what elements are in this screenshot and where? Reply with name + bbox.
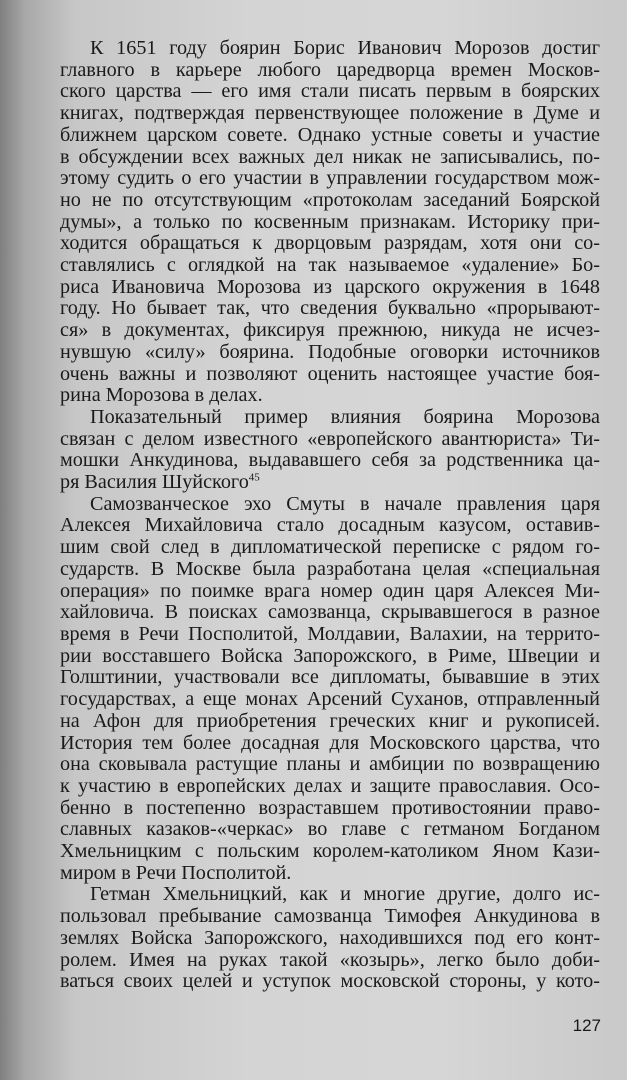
- page-number: 127: [572, 1016, 601, 1035]
- text-line: [60, 320, 600, 342]
- text-line-content: время в Речи Посполитой, Молдавии, Валахии, на террито-: [60, 623, 600, 645]
- text-line-content: связан с делом известного «европейского авантюриста» Ти-: [60, 428, 600, 450]
- text-line: [60, 906, 600, 928]
- text-line: [60, 819, 600, 841]
- text-line-content: пользовал пребывание самозванца Тимофея Анкудинова в: [60, 906, 600, 928]
- text-line: [60, 168, 600, 190]
- text-line: [60, 733, 600, 755]
- text-line-content: книгах, подтверждая первенствующее положение в Думе и: [60, 103, 600, 125]
- text-line: [60, 602, 600, 624]
- text-line-content: нувшую «силу» боярина. Подобные оговорки источников: [60, 341, 600, 363]
- text-line: [60, 255, 600, 277]
- text-line-content: думы», а только по косвенным признакам. Историку при-: [60, 211, 600, 233]
- text-line: [60, 515, 600, 537]
- text-line-content: году. Но бывает так, что сведения буквально «прорывают-: [60, 298, 600, 320]
- text-line-content: к участию в европейских делах и защите православия. Осо-: [60, 775, 600, 797]
- text-line: [60, 667, 600, 689]
- text-line: [60, 212, 600, 234]
- text-line: [60, 407, 600, 429]
- text-line: [60, 884, 600, 906]
- text-line: [60, 38, 600, 60]
- text-line-content: но не по отсутствующим «протоколам заседаний Боярской: [60, 189, 600, 211]
- text-line-content: ваться своих целей и уступок московской стороны, у кото-: [60, 971, 600, 993]
- text-line: [60, 81, 600, 103]
- text-line: [60, 103, 600, 125]
- text-line-content: ролем. Имея на руках такой «козырь», легко было доби-: [60, 949, 600, 971]
- footnote-reference: 45: [248, 472, 260, 484]
- text-line-content: Голштинии, участвовали все дипломаты, бывавшие в этих: [60, 667, 600, 689]
- text-line-content: риса Ивановича Морозова из царского окружения в 1648: [60, 276, 600, 298]
- text-line: [60, 494, 600, 516]
- text-line-content: Показательный пример влияния боярина Морозова: [90, 406, 600, 428]
- text-line: [60, 754, 600, 776]
- text-line-content: операция» по поимке врага номер один царя Алексея Ми-: [60, 580, 600, 602]
- text-line: [60, 472, 600, 494]
- body-text: [60, 38, 600, 993]
- text-line-content: сударств. В Москве была разработана целая «специальная: [60, 558, 600, 580]
- text-line: [60, 233, 600, 255]
- text-line-content: К 1651 году боярин Борис Иванович Морозов достиг: [90, 38, 600, 59]
- text-line-content: шим свой след в дипломатической переписке с рядом го-: [60, 537, 600, 559]
- text-line: [60, 342, 600, 364]
- text-line-content: государствах, а еще монах Арсений Суханов, отправленный: [60, 689, 600, 711]
- text-line-content: главного в карьере любого царедворца времен Москов-: [60, 59, 600, 81]
- text-line: [60, 450, 600, 472]
- text-line: [60, 190, 600, 212]
- text-line: [60, 863, 600, 885]
- text-line-content: очень важны и позволяют оценить настоящее участие боя-: [60, 363, 600, 385]
- text-line-content: ходится обращаться к дворцовым разрядам, хотя они со-: [60, 233, 600, 255]
- text-line: [60, 689, 600, 711]
- text-line-content: Алексея Михайловича стало досадным казусом, оставив-: [60, 515, 600, 537]
- text-line: [60, 776, 600, 798]
- text-line: [60, 537, 600, 559]
- text-line-content: Хмельницким с польским королем-католиком Яном Кази-: [60, 841, 600, 863]
- text-line: [60, 277, 600, 299]
- text-line: [60, 798, 600, 820]
- text-line-content: ся» в документах, фиксируя прежнюю, никуда не исчез-: [60, 320, 600, 342]
- text-line: [60, 298, 600, 320]
- text-line-content: на Афон для приобретения греческих книг и рукописей.: [60, 710, 600, 732]
- text-line: [60, 385, 600, 407]
- text-line-content: в обсуждении всех важных дел никак не записывались, по-: [60, 146, 600, 168]
- text-line: [60, 147, 600, 169]
- text-line-content: этому судить о его участии в управлении государством мож-: [60, 168, 600, 190]
- text-line: [60, 711, 600, 733]
- text-line-content: миром в Речи Посполитой.: [60, 862, 292, 884]
- text-line-content: хайловича. В поисках самозванца, скрывавшегося в разное: [60, 602, 600, 624]
- text-line-content: Самозванческое эхо Смуты в начале правления царя: [90, 493, 600, 515]
- text-line: [60, 950, 600, 972]
- text-line-content: землях Войска Запорожского, находившихся под его конт-: [60, 927, 600, 949]
- text-line: [60, 928, 600, 950]
- text-line-content: История тем более досадная для Московского царства, что: [60, 732, 600, 754]
- text-line: [60, 364, 600, 386]
- text-line: [60, 60, 600, 82]
- text-line-content: славных казаков-«черкас» во главе с гетманом Богданом: [60, 819, 600, 841]
- text-line: [60, 841, 600, 863]
- text-line: [60, 559, 600, 581]
- text-line-content: ского царства — его имя стали писать первым в боярских: [60, 81, 600, 103]
- text-line-content: ставлялись с оглядкой на так называемое «удаление» Бо-: [60, 255, 600, 277]
- text-line: [60, 646, 600, 668]
- text-line-content: ближнем царском совете. Однако устные советы и участие: [60, 124, 600, 146]
- text-line: [60, 581, 600, 603]
- text-line: [60, 624, 600, 646]
- text-line: [60, 429, 600, 451]
- text-line-content: ря Василия Шуйского: [60, 472, 249, 494]
- text-line: [60, 125, 600, 147]
- text-line-content: мошки Анкудинова, выдававшего себя за родственника ца-: [60, 450, 600, 472]
- text-line: [60, 971, 600, 993]
- text-line-content: бенно в постепенно возраставшем противостоянии право-: [60, 797, 600, 819]
- text-line-content: она сковывала растущие планы и амбиции по возвращению: [60, 754, 600, 776]
- text-line-content: рина Морозова в делах.: [60, 385, 263, 407]
- text-line-content: Гетман Хмельницкий, как и многие другие, долго ис-: [90, 884, 600, 906]
- text-line-content: рии восставшего Войска Запорожского, в Риме, Швеции и: [60, 645, 600, 667]
